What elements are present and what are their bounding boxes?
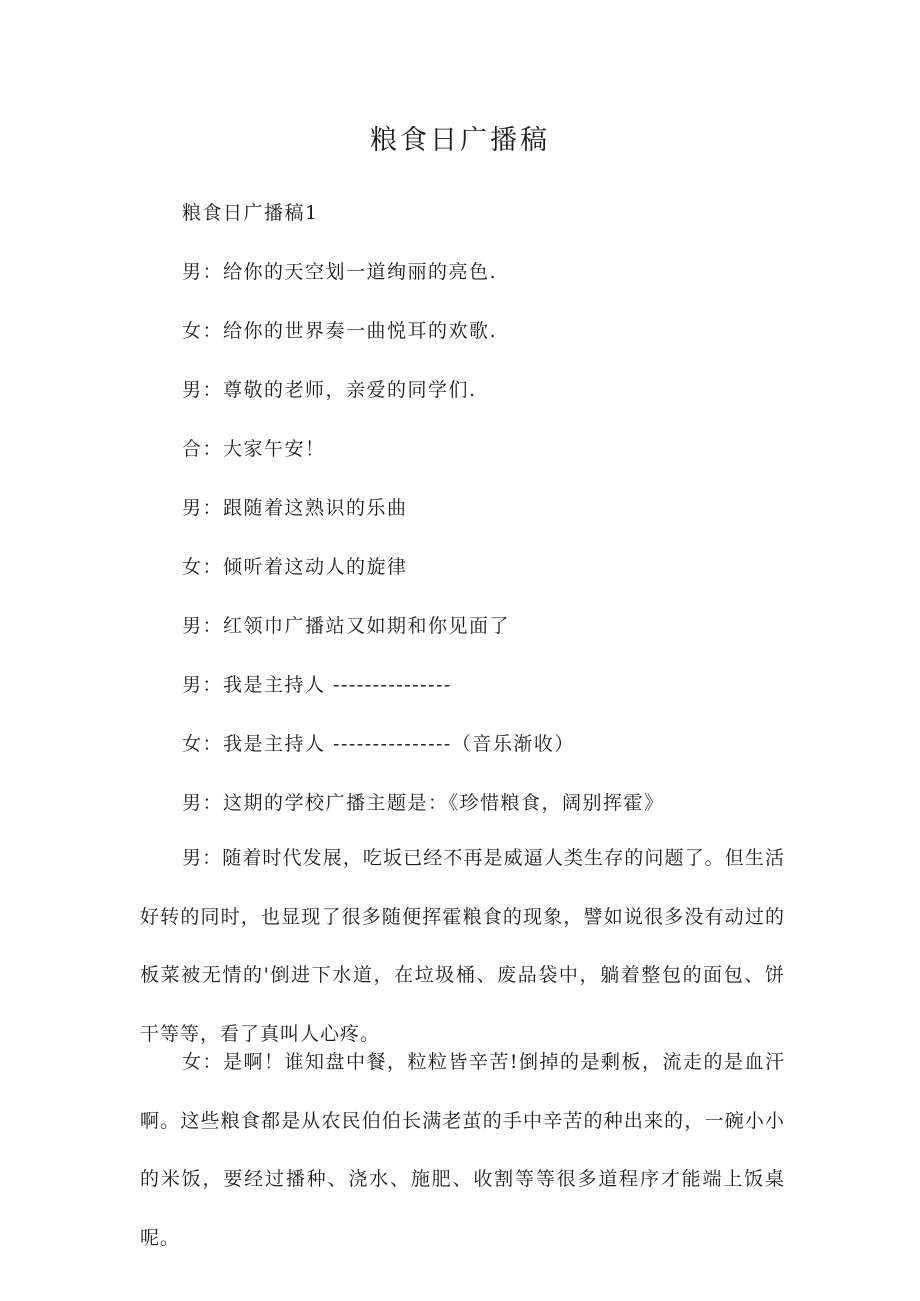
dialogue-line: 男：我是主持人 --------------- (182, 674, 452, 696)
dialogue-line: 男：跟随着这熟识的乐曲 (182, 497, 408, 519)
document-title: 粮食日广播稿 (370, 125, 550, 156)
dialogue-line: 合：大家午安！ (182, 438, 326, 460)
dialogue-line: 女：给你的世界奏一曲悦耳的欢歌. (182, 320, 498, 342)
dialogue-line: 男：红领巾广播站又如期和你见面了 (182, 615, 511, 637)
dialogue-line: 男：这期的学校广播主题是：《珍惜粮食，阔别挥霍》 (182, 792, 665, 814)
dialogue-line: 女：倾听着这动人的旋律 (182, 556, 408, 578)
document-subtitle: 粮食日广播稿1 (182, 202, 319, 224)
dialogue-line: 男：给你的天空划一道绚丽的亮色. (182, 261, 498, 283)
body-paragraph: 女：是啊！谁知盘中餐，粒粒皆辛苦!倒掉的是剩板，流走的是血汗啊。这些粮食都是从农民伯伯长满老茧的手中辛苦的种出来的，一碗小小的米饭，要经过播种、浇水、施肥、收割等等很多道程序才能端上饭桌呢。 (140, 1051, 785, 1249)
body-paragraph: 男：随着时代发展，吃坂已经不再是威逼人类生存的问题了。但生活好转的同时，也显现了很多随便挥霍粮食的现象，譬如说很多没有动过的板菜被无情的'倒进下水道，在垃圾桶、废品袋中，躺着整包的面包、饼干等等，看了真叫人心疼。 (140, 847, 785, 1045)
dialogue-line: 女：我是主持人 ---------------（音乐渐收） (182, 733, 575, 755)
dialogue-line: 男：尊敬的老师，亲爱的同学们. (182, 379, 477, 401)
